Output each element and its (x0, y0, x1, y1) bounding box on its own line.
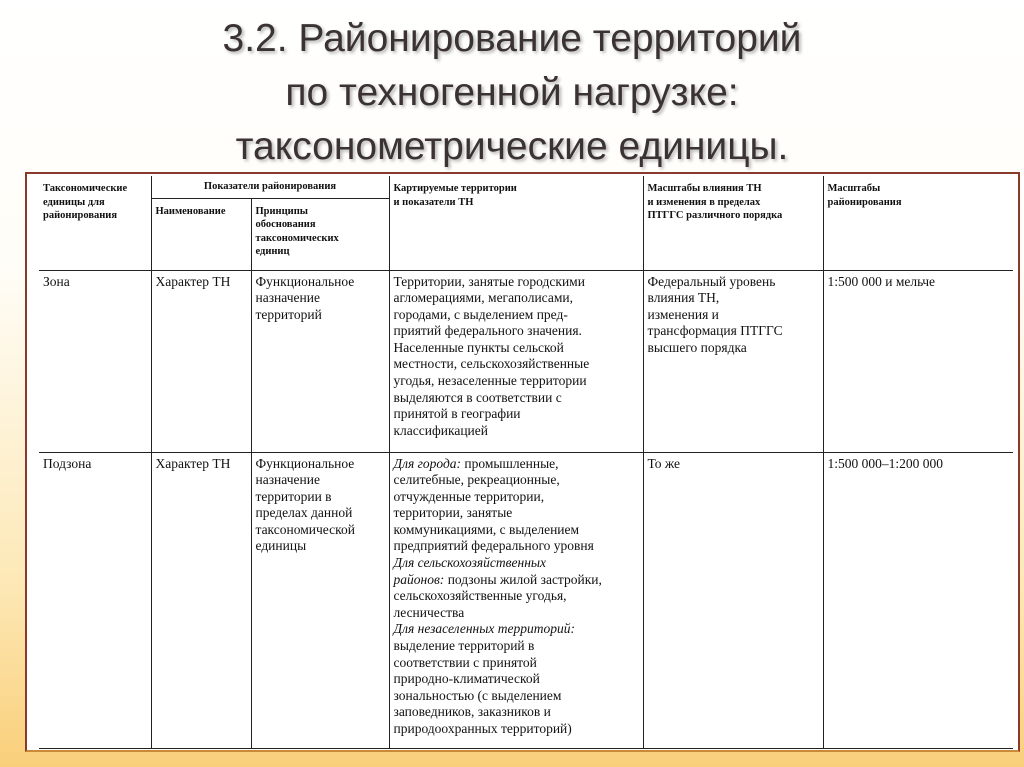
cell-principle: Функциональное назначение территорий (251, 270, 389, 452)
slide-title (0, 12, 1024, 174)
header-principles: Принципы обоснования таксономических единиц (251, 198, 389, 270)
table-row (39, 452, 1013, 748)
cell-territories (389, 270, 643, 452)
cell-name: Характер ТН (151, 270, 251, 452)
cell-text: Территории, занятые городскими агломерациями, мегаполисами, городами, с выделением пред- приятий федерального значения. Населенные пункты сельской местности, сельскохозяйственные угодья, незаселенные территории выделяются в соответствии с принятой в географии классификацией (393, 273, 590, 438)
title-line-3: таксонометрические единицы. (235, 125, 789, 168)
cell-influence: Федеральный уровень влияния ТН, изменения и трансформация ПТГГС высшего порядка (643, 270, 823, 452)
category-label: Для незаселенных территорий: (393, 621, 575, 637)
cell-unit: Подзона (39, 452, 151, 748)
cell-unit: Зона (39, 270, 151, 452)
category-label: Для сельскохозяйственных районов: (393, 555, 547, 587)
cell-text: промышленные, селитебные, рекреационные, отчужденные территории, территории, занятые коммуникациями, с выделением предприятий федерального уровня (393, 455, 594, 554)
table-frame (25, 172, 1020, 752)
header-scale: Масштабы районирования (823, 176, 1013, 270)
header-indicators: Показатели районирования (151, 176, 389, 198)
header-units: Таксономические единицы для районирования (39, 176, 151, 270)
cell-name: Характер ТН (151, 452, 251, 748)
taxonomy-table (39, 176, 1013, 749)
table-row (39, 270, 1013, 452)
cell-influence: То же (643, 452, 823, 748)
header-territories: Картируемые территории и показатели ТН (389, 176, 643, 270)
title-line-1: 3.2. Районирование территорий (222, 17, 802, 60)
cell-text: подзоны жилой застройки, сельскохозяйственные угодья, лесничества (393, 571, 602, 620)
cell-principle: Функциональное назначение территории в пределах данной таксономической единицы (251, 452, 389, 748)
cell-text: выделение территорий в соответствии с принятой природно-климатической зональностью (с выделением заповедников, заказников и природоохранных территорий) (393, 638, 572, 736)
cell-territories (389, 452, 643, 748)
title-line-2: по техногенной нагрузке: (285, 71, 739, 114)
header-influence: Масштабы влияния ТН и изменения в пределах ПТГГС различного порядка (643, 176, 823, 270)
category-label: Для города: (393, 455, 462, 471)
cell-scale: 1:500 000–1:200 000 (823, 452, 1013, 748)
header-name: Наименование (151, 198, 251, 270)
cell-scale: 1:500 000 и мельче (823, 270, 1013, 452)
